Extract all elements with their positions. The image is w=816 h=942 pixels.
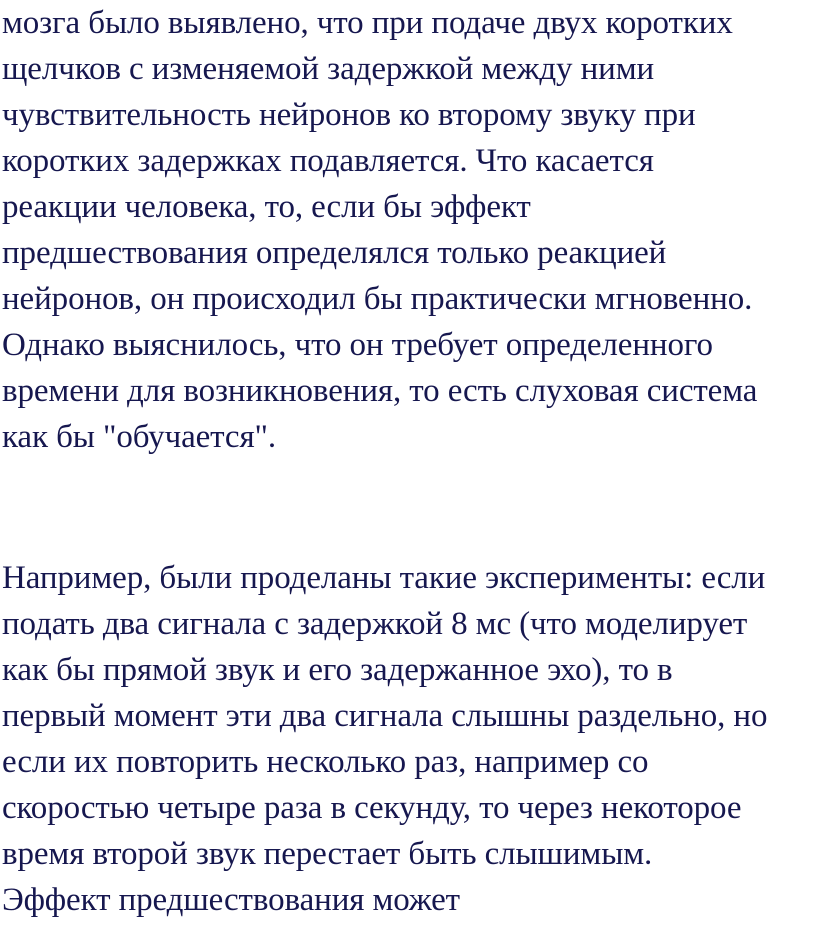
paragraph-1-line-3: чувствительность нейронов ко второму звуку при bbox=[2, 97, 696, 133]
paragraph-2-line-5: если их повторить несколько раз, например со bbox=[2, 744, 649, 780]
paragraph-1-line-2: щелчков с изменяемой задержкой между ними bbox=[2, 51, 655, 87]
paragraph-1-line-6: предшествования определялся только реакцией bbox=[2, 235, 667, 271]
paragraph-2-line-7: время второй звук перестает быть слышимым. bbox=[2, 836, 653, 872]
paragraph-1-line-10: как бы "обучается". bbox=[2, 419, 277, 455]
paragraph-1-line-7: нейронов, он происходил бы практически мгновенно. bbox=[2, 281, 753, 317]
paragraph-2-line-2: подать два сигнала с задержкой 8 мс (что моделирует bbox=[2, 606, 748, 642]
paragraph-2-line-6: скоростью четыре раза в секунду, то через некоторое bbox=[2, 790, 742, 826]
paragraph-1-line-9: времени для возникновения, то есть слуховая система bbox=[2, 373, 758, 409]
paragraph-1-line-4: коротких задержках подавляется. Что касается bbox=[2, 143, 654, 179]
paragraph-1-line-8: Однако выяснилось, что он требует определенного bbox=[2, 327, 713, 363]
paragraph-1 bbox=[2, 0, 814, 460]
paragraph-2-line-3: как бы прямой звук и его задержанное эхо), то в bbox=[2, 652, 673, 688]
paragraph-2-line-8: Эффект предшествования может bbox=[2, 882, 460, 918]
paragraph-2 bbox=[2, 555, 814, 923]
paragraph-2-line-1: Например, были проделаны такие эксперименты: если bbox=[2, 560, 766, 596]
paragraph-1-line-5: реакции человека, то, если бы эффект bbox=[2, 189, 531, 225]
paragraph-2-line-4: первый момент эти два сигнала слышны раздельно, но bbox=[2, 698, 768, 734]
paragraph-1-line-1: мозга было выявлено, что при подаче двух коротких bbox=[2, 5, 733, 41]
